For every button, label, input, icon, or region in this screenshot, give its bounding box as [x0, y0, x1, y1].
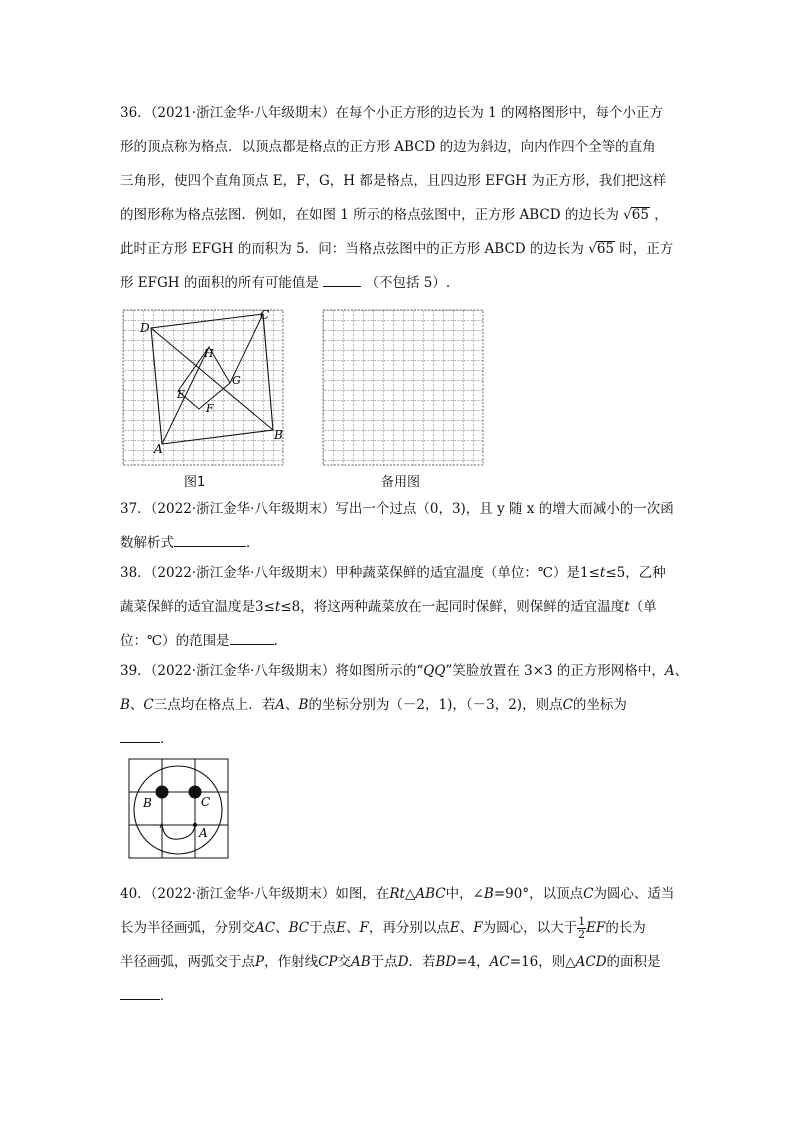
- q38-var-t: t: [274, 599, 281, 615]
- q40-text: 的长为: [605, 920, 646, 936]
- label-b: B: [143, 796, 152, 810]
- q39-text: 三点均在格点上．若: [153, 697, 276, 713]
- q38-var-t: t: [599, 565, 606, 581]
- sqrt-expression: √65: [623, 207, 649, 223]
- q39-point: A: [275, 697, 286, 713]
- question-40: [120, 877, 680, 1013]
- q40-text: ，再分别以点: [368, 920, 450, 936]
- q40-math: F: [359, 920, 369, 936]
- q38-text: ，乙种: [625, 565, 666, 581]
- q38-ineq: ≤5: [605, 565, 626, 581]
- q40-math: F: [473, 920, 483, 936]
- q40-text: 的面积是: [606, 954, 661, 970]
- sqrt-radicand: 65: [596, 241, 614, 257]
- q37-line-2-end: ．: [246, 535, 260, 551]
- q36-line-4: [120, 198, 680, 232]
- q39-text: 的坐标分别为（－2，1)，（－3，2)，则点: [308, 697, 563, 713]
- q39-line-3: [120, 722, 680, 756]
- q40-math: P: [255, 954, 265, 970]
- answer-blank[interactable]: [323, 272, 361, 287]
- figure-1-caption: 图1: [184, 475, 206, 490]
- q40-math: B: [483, 886, 494, 902]
- q40-text: 半径画弧，两弧交于点: [120, 954, 255, 970]
- q37-line-2: [120, 526, 680, 560]
- q40-text: △: [404, 886, 416, 902]
- answer-blank[interactable]: [120, 985, 160, 1000]
- q40-math: EF: [586, 920, 606, 936]
- q39-point: A: [664, 663, 675, 679]
- q40-text: ∠: [472, 886, 484, 902]
- q36-line-6-text: 形 EFGH 的面积的所有可能值是: [120, 275, 319, 291]
- label-h: H: [204, 347, 214, 360]
- qq-smiley-figure: [125, 755, 233, 861]
- q36-line-5-end: 时，正方: [619, 241, 674, 257]
- q39-text: 的坐标为: [572, 697, 627, 713]
- q38-text: 蔬菜保鲜的适宜温度是: [120, 599, 255, 615]
- label-b: B: [274, 428, 283, 442]
- figure-2-caption: 备用图: [381, 475, 421, 490]
- q40-math: E: [336, 920, 346, 936]
- eye-left: [156, 786, 169, 799]
- q38-text: 38．（2022·浙江金华·八年级期末）甲种蔬菜保鲜的适宜温度（单位：℃）是: [120, 565, 580, 581]
- q40-math: E: [449, 920, 460, 936]
- label-a: A: [199, 826, 208, 840]
- q36-line-4-end: ，: [654, 207, 668, 223]
- label-a: A: [154, 442, 163, 456]
- q40-text: 、: [275, 920, 289, 936]
- q40-math: CP: [318, 954, 338, 970]
- backup-grid: [318, 305, 488, 470]
- fraction-denominator: 2: [578, 928, 586, 941]
- q40-line-2: [120, 911, 680, 945]
- q38-var-t: t: [624, 599, 630, 615]
- q38-ineq: 3≤: [255, 599, 275, 615]
- label-d: D: [140, 321, 150, 335]
- q38-line-3: [120, 624, 680, 658]
- label-c: C: [201, 795, 211, 809]
- q36-line-4-text: 的图形称为格点弦图．例如，在如图 1 所示的格点弦图中，正方形 ABCD 的边长为: [120, 207, 619, 223]
- q40-text: 长为半径画弧，分别交: [120, 920, 255, 936]
- q40-text: =4，: [456, 954, 490, 970]
- q38-line-1: [120, 556, 680, 590]
- fraction-one-half: [577, 916, 586, 941]
- answer-blank[interactable]: [120, 728, 160, 743]
- q40-text: =90°，以顶点: [493, 886, 584, 902]
- q39-point: C: [143, 697, 154, 713]
- q39-text: 、: [674, 663, 689, 679]
- q39-line-2: [120, 688, 680, 722]
- q40-math: BD: [435, 954, 457, 970]
- q39-text: 39．（2022·浙江金华·八年级期末）将如图所示的“: [120, 663, 424, 679]
- label-c: C: [260, 308, 270, 322]
- q40-line-4: [120, 979, 680, 1013]
- q36-line-6-end: （不包括 5）.: [365, 275, 451, 291]
- q40-math: D: [397, 954, 409, 970]
- q40-math: ACD: [575, 954, 607, 970]
- figure-1-grid: [118, 305, 293, 470]
- q40-text: =16，则△: [509, 954, 576, 970]
- q39-line-1: [120, 654, 689, 688]
- q39-point: C: [562, 697, 573, 713]
- fraction-numerator: 1: [578, 915, 586, 928]
- q38-ineq: ≤8: [280, 599, 301, 615]
- q40-line-1: [120, 877, 680, 911]
- q40-text: 、: [459, 920, 474, 936]
- q40-math: BC: [288, 920, 310, 936]
- answer-blank[interactable]: [230, 630, 274, 645]
- q40-line-3: [120, 945, 680, 979]
- eye-right: [189, 786, 202, 799]
- q38-text: ．: [273, 633, 288, 649]
- q40-text: ．若: [408, 954, 436, 970]
- q40-text: 为圆心、适当: [593, 886, 675, 902]
- face-circle: [134, 766, 222, 854]
- q40-math: AC: [255, 920, 276, 936]
- answer-blank[interactable]: [174, 532, 246, 547]
- backup-grid-area: [323, 310, 483, 465]
- q36-line-5: [120, 232, 680, 266]
- q39-text: 、: [129, 697, 144, 713]
- q40-math: AC: [489, 954, 510, 970]
- q40-text: ，作射线: [264, 954, 319, 970]
- label-e: E: [177, 388, 186, 401]
- q39-text: ．: [160, 731, 174, 747]
- q40-text: 40．（2022·浙江金华·八年级期末）如图，在: [120, 886, 390, 902]
- q37-line-2-text: 数解析式: [120, 535, 174, 551]
- q40-math: ABC: [415, 886, 446, 902]
- q37-line-1: 37．（2022·浙江金华·八年级期末）写出一个过点（0，3)，且 y 随 x 的增大而减小的一次函: [120, 501, 674, 517]
- q38-text: ，将这两种蔬菜放在一起同时保鲜，则保鲜的适宜温度: [300, 599, 625, 615]
- question-38: [120, 556, 680, 658]
- q36-line-5-text: 此时正方形 EFGH 的而积为 5．问：当格点弦图中的正方形 ABCD 的边长为: [120, 241, 584, 257]
- question-37: [120, 492, 680, 560]
- sqrt-radicand: 65: [631, 207, 649, 223]
- q36-line-3: 三角形，使四个直角顶点 E，F，G，H 都是格点，且四边形 EFGH 为正方形，我们把这样: [120, 173, 667, 189]
- q40-math: C: [583, 886, 594, 902]
- q38-line-2: [120, 590, 680, 624]
- q40-text: 中，: [445, 886, 473, 902]
- q39-point: B: [120, 697, 130, 713]
- q36-line-6: [120, 266, 680, 300]
- q39-qq: QQ: [423, 663, 446, 679]
- q38-text: 位：℃）的范围是: [120, 633, 230, 649]
- q39-point: B: [298, 697, 309, 713]
- q40-math: Rt: [389, 886, 405, 902]
- q38-text: （单: [629, 599, 657, 615]
- q40-text: 、: [345, 920, 360, 936]
- q36-line-1: 36．（2021·浙江金华·八年级期末）在每个小正方形的边长为 1 的网格图形中，每个小正方: [120, 105, 664, 121]
- q40-text: 为圆心，以大于: [482, 920, 578, 936]
- q40-text: 于点: [309, 920, 337, 936]
- question-36: [120, 96, 680, 300]
- point-a: [193, 823, 197, 827]
- q39-text: ”笑脸放置在 3×3 的正方形网格中，: [445, 663, 665, 679]
- q40-text: ．: [160, 988, 174, 1004]
- q36-line-2: 形的顶点称为格点．以顶点都是格点的正方形 ABCD 的边为斜边，向内作四个全等的直角: [120, 139, 656, 155]
- q40-text: 交: [337, 954, 352, 970]
- q38-ineq: 1≤: [579, 565, 600, 581]
- q39-text: 、: [285, 697, 299, 713]
- question-39: [120, 654, 689, 756]
- q40-math: AB: [351, 954, 371, 970]
- label-f: F: [206, 402, 214, 415]
- sqrt-expression: √65: [588, 241, 614, 257]
- label-g: G: [232, 374, 241, 387]
- q40-text: 于点: [370, 954, 398, 970]
